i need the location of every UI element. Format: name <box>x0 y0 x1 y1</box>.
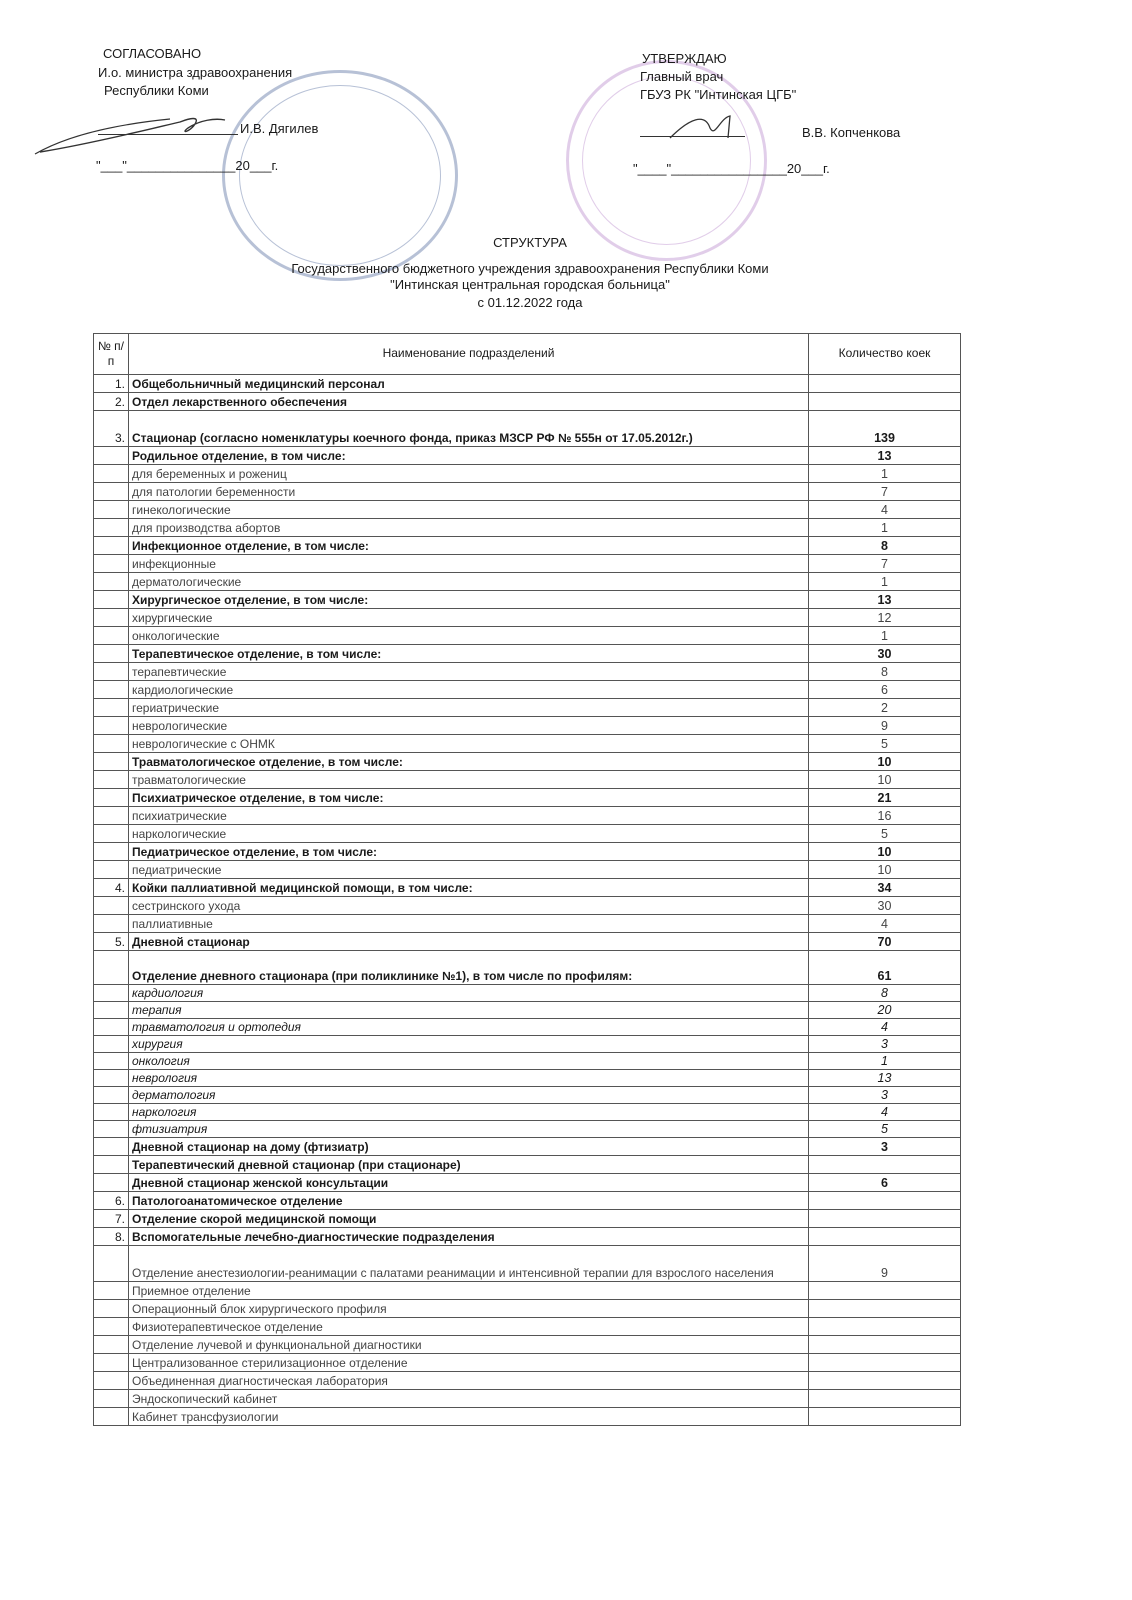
row-number <box>94 843 129 861</box>
row-number <box>94 537 129 555</box>
row-name: Травматологическое отделение, в том числе: <box>129 753 809 771</box>
approved-label: СОГЛАСОВАНО <box>103 46 202 61</box>
table-row <box>94 1053 961 1070</box>
table-row <box>94 807 961 825</box>
row-bed-count: 139 <box>809 411 961 447</box>
row-name: Эндоскопический кабинет <box>129 1390 809 1408</box>
row-bed-count: 3 <box>809 1087 961 1104</box>
row-name: сестринского ухода <box>129 897 809 915</box>
row-name: Кабинет трансфузиологии <box>129 1408 809 1426</box>
left-signature-line <box>98 134 238 135</box>
row-bed-count: 61 <box>809 951 961 985</box>
table-row <box>94 1174 961 1192</box>
row-number: 2. <box>94 393 129 411</box>
row-name: для патологии беременности <box>129 483 809 501</box>
row-bed-count: 1 <box>809 1053 961 1070</box>
table-row <box>94 951 961 985</box>
row-name: Инфекционное отделение, в том числе: <box>129 537 809 555</box>
col-name-header: Наименование подразделений <box>129 334 809 375</box>
row-name: психиатрические <box>129 807 809 825</box>
row-number <box>94 861 129 879</box>
row-bed-count: 6 <box>809 681 961 699</box>
row-number <box>94 985 129 1002</box>
row-number <box>94 591 129 609</box>
row-number <box>94 807 129 825</box>
row-bed-count: 30 <box>809 897 961 915</box>
row-number <box>94 1070 129 1087</box>
right-signature <box>660 108 780 148</box>
row-name: Общебольничный медицинский персонал <box>129 375 809 393</box>
table-row <box>94 789 961 807</box>
row-number <box>94 825 129 843</box>
row-number <box>94 1138 129 1156</box>
row-number <box>94 717 129 735</box>
row-number <box>94 645 129 663</box>
row-number <box>94 1318 129 1336</box>
row-number <box>94 681 129 699</box>
row-bed-count <box>809 1192 961 1210</box>
row-number <box>94 1156 129 1174</box>
row-name: травматологические <box>129 771 809 789</box>
row-number <box>94 1002 129 1019</box>
row-number <box>94 1300 129 1318</box>
table-row <box>94 609 961 627</box>
row-number <box>94 1282 129 1300</box>
table-row <box>94 897 961 915</box>
table-row <box>94 1318 961 1336</box>
table-row <box>94 1192 961 1210</box>
row-bed-count: 20 <box>809 1002 961 1019</box>
row-name: Дневной стационар <box>129 933 809 951</box>
approver-position: И.о. министра здравоохранения <box>98 65 293 80</box>
row-bed-count: 2 <box>809 699 961 717</box>
row-bed-count: 3 <box>809 1138 961 1156</box>
table-row <box>94 1036 961 1053</box>
row-name: паллиативные <box>129 915 809 933</box>
table-row <box>94 1121 961 1138</box>
row-bed-count <box>809 1210 961 1228</box>
row-bed-count <box>809 1318 961 1336</box>
row-number <box>94 465 129 483</box>
row-name: Родильное отделение, в том числе: <box>129 447 809 465</box>
left-date-line: "___"_______________20___г. <box>96 158 279 173</box>
approve-label: УТВЕРЖДАЮ <box>642 51 727 66</box>
row-number <box>94 1390 129 1408</box>
right-signature-line <box>640 136 745 137</box>
row-name: для производства абортов <box>129 519 809 537</box>
chief-position: Главный врач <box>640 69 724 84</box>
table-row <box>94 1336 961 1354</box>
table-row <box>94 1228 961 1246</box>
right-date-line: "____"________________20___г. <box>633 161 830 176</box>
row-name: гериатрические <box>129 699 809 717</box>
row-name: Объединенная диагностическая лаборатория <box>129 1372 809 1390</box>
row-bed-count <box>809 375 961 393</box>
row-bed-count: 13 <box>809 1070 961 1087</box>
table-row <box>94 753 961 771</box>
row-name: Централизованное стерилизационное отделение <box>129 1354 809 1372</box>
row-name: Терапевтическое отделение, в том числе: <box>129 645 809 663</box>
col-count-header: Количество коек <box>809 334 961 375</box>
row-number <box>94 753 129 771</box>
row-number <box>94 915 129 933</box>
row-bed-count: 10 <box>809 861 961 879</box>
row-bed-count: 1 <box>809 627 961 645</box>
table-row <box>94 933 961 951</box>
row-number <box>94 1372 129 1390</box>
row-name: Вспомогательные лечебно-диагностические подразделения <box>129 1228 809 1246</box>
row-name: онкологические <box>129 627 809 645</box>
row-name: Психиатрическое отделение, в том числе: <box>129 789 809 807</box>
row-name: хирургия <box>129 1036 809 1053</box>
approver-region: Республики Коми <box>104 83 209 98</box>
row-number <box>94 897 129 915</box>
table-row <box>94 1087 961 1104</box>
row-name: неврологические с ОНМК <box>129 735 809 753</box>
row-bed-count: 1 <box>809 465 961 483</box>
row-bed-count: 10 <box>809 753 961 771</box>
row-number <box>94 771 129 789</box>
left-signer-name: И.В. Дягилев <box>240 121 319 136</box>
row-name: кардиология <box>129 985 809 1002</box>
row-bed-count <box>809 1300 961 1318</box>
row-number: 3. <box>94 411 129 447</box>
table-row <box>94 447 961 465</box>
col-num-header: № п/п <box>94 334 129 375</box>
doc-title: СТРУКТУРА <box>493 235 567 250</box>
table-row <box>94 1372 961 1390</box>
table-row <box>94 879 961 897</box>
table-row <box>94 1210 961 1228</box>
row-number <box>94 1336 129 1354</box>
table-row <box>94 1246 961 1282</box>
row-number <box>94 1121 129 1138</box>
table-row <box>94 519 961 537</box>
row-name: травматология и ортопедия <box>129 1019 809 1036</box>
table-row <box>94 501 961 519</box>
row-bed-count: 4 <box>809 915 961 933</box>
row-name: Хирургическое отделение, в том числе: <box>129 591 809 609</box>
row-bed-count <box>809 1372 961 1390</box>
row-number <box>94 483 129 501</box>
row-name: Отделение скорой медицинской помощи <box>129 1210 809 1228</box>
doc-subtitle-name: "Интинская центральная городская больница" <box>390 277 670 292</box>
row-number <box>94 1354 129 1372</box>
row-number <box>94 735 129 753</box>
row-bed-count: 12 <box>809 609 961 627</box>
table-row <box>94 717 961 735</box>
row-bed-count <box>809 1408 961 1426</box>
row-number <box>94 573 129 591</box>
row-bed-count: 70 <box>809 933 961 951</box>
row-bed-count: 1 <box>809 519 961 537</box>
row-bed-count <box>809 1390 961 1408</box>
right-signer-name: В.В. Копченкова <box>802 125 901 140</box>
row-number <box>94 627 129 645</box>
row-name: фтизиатрия <box>129 1121 809 1138</box>
row-bed-count: 9 <box>809 717 961 735</box>
row-number <box>94 1019 129 1036</box>
table-row <box>94 1070 961 1087</box>
row-name: онкология <box>129 1053 809 1070</box>
row-bed-count <box>809 1228 961 1246</box>
row-bed-count <box>809 393 961 411</box>
doc-subtitle-org: Государственного бюджетного учреждения здравоохранения Республики Коми <box>291 261 769 276</box>
row-bed-count: 21 <box>809 789 961 807</box>
row-number: 7. <box>94 1210 129 1228</box>
row-name: Патологоанатомическое отделение <box>129 1192 809 1210</box>
table-row <box>94 735 961 753</box>
row-bed-count <box>809 1156 961 1174</box>
row-bed-count: 9 <box>809 1246 961 1282</box>
row-bed-count: 34 <box>809 879 961 897</box>
table-row <box>94 555 961 573</box>
row-bed-count: 5 <box>809 1121 961 1138</box>
table-row <box>94 375 961 393</box>
table-row <box>94 411 961 447</box>
row-bed-count: 10 <box>809 843 961 861</box>
table-row <box>94 591 961 609</box>
row-bed-count: 5 <box>809 735 961 753</box>
row-name: Терапевтический дневной стационар (при стационаре) <box>129 1156 809 1174</box>
row-bed-count: 7 <box>809 555 961 573</box>
row-bed-count <box>809 1336 961 1354</box>
row-name: Приемное отделение <box>129 1282 809 1300</box>
row-name: дерматологические <box>129 573 809 591</box>
row-bed-count: 4 <box>809 1019 961 1036</box>
row-name: Дневной стационар на дому (фтизиатр) <box>129 1138 809 1156</box>
table-row <box>94 1390 961 1408</box>
row-name: неврология <box>129 1070 809 1087</box>
table-row <box>94 465 961 483</box>
row-name: Койки паллиативной медицинской помощи, в том числе: <box>129 879 809 897</box>
row-bed-count: 30 <box>809 645 961 663</box>
table-row <box>94 1408 961 1426</box>
row-number <box>94 555 129 573</box>
row-number <box>94 1087 129 1104</box>
structure-table <box>93 333 961 1426</box>
table-row <box>94 681 961 699</box>
row-number: 8. <box>94 1228 129 1246</box>
table-row <box>94 915 961 933</box>
row-number <box>94 1036 129 1053</box>
row-bed-count: 3 <box>809 1036 961 1053</box>
table-row <box>94 985 961 1002</box>
table-row <box>94 1138 961 1156</box>
row-name: Операционный блок хирургического профиля <box>129 1300 809 1318</box>
row-bed-count: 4 <box>809 1104 961 1121</box>
row-number <box>94 519 129 537</box>
row-name: Отдел лекарственного обеспечения <box>129 393 809 411</box>
row-number <box>94 447 129 465</box>
table-row <box>94 627 961 645</box>
row-number <box>94 699 129 717</box>
table-row <box>94 483 961 501</box>
table-row <box>94 1282 961 1300</box>
row-bed-count: 5 <box>809 825 961 843</box>
row-name: наркологические <box>129 825 809 843</box>
table-row <box>94 825 961 843</box>
row-name: Педиатрическое отделение, в том числе: <box>129 843 809 861</box>
row-name: Дневной стационар женской консультации <box>129 1174 809 1192</box>
hospital-name: ГБУЗ РК "Интинская ЦГБ" <box>640 87 797 102</box>
row-bed-count: 13 <box>809 447 961 465</box>
row-number: 1. <box>94 375 129 393</box>
table-row <box>94 1019 961 1036</box>
row-bed-count: 8 <box>809 985 961 1002</box>
row-bed-count: 7 <box>809 483 961 501</box>
table-row <box>94 537 961 555</box>
table-row <box>94 1002 961 1019</box>
row-bed-count <box>809 1354 961 1372</box>
row-bed-count: 4 <box>809 501 961 519</box>
table-row <box>94 645 961 663</box>
row-name: Отделение дневного стационара (при поликлинике №1), в том числе по профилям: <box>129 951 809 985</box>
row-name: для беременных и рожениц <box>129 465 809 483</box>
row-number <box>94 789 129 807</box>
row-bed-count: 16 <box>809 807 961 825</box>
row-bed-count: 8 <box>809 537 961 555</box>
row-bed-count: 1 <box>809 573 961 591</box>
row-name: Физиотерапевтическое отделение <box>129 1318 809 1336</box>
row-number <box>94 609 129 627</box>
row-name: терапия <box>129 1002 809 1019</box>
row-name: гинекологические <box>129 501 809 519</box>
row-number <box>94 1408 129 1426</box>
row-number <box>94 1053 129 1070</box>
doc-date: с 01.12.2022 года <box>477 295 583 310</box>
table-row <box>94 393 961 411</box>
row-number <box>94 1246 129 1282</box>
row-name: Отделение лучевой и функциональной диагностики <box>129 1336 809 1354</box>
table-row <box>94 573 961 591</box>
row-number <box>94 663 129 681</box>
row-bed-count: 10 <box>809 771 961 789</box>
row-bed-count: 13 <box>809 591 961 609</box>
row-number: 5. <box>94 933 129 951</box>
row-number <box>94 1174 129 1192</box>
table-row <box>94 1104 961 1121</box>
table-header <box>94 334 961 375</box>
row-bed-count: 6 <box>809 1174 961 1192</box>
row-number: 6. <box>94 1192 129 1210</box>
table-row <box>94 861 961 879</box>
row-name: неврологические <box>129 717 809 735</box>
row-number: 4. <box>94 879 129 897</box>
row-name: Отделение анестезиологии-реанимации с палатами реанимации и интенсивной терапии для взрослого населения <box>129 1246 809 1282</box>
row-name: инфекционные <box>129 555 809 573</box>
row-name: педиатрические <box>129 861 809 879</box>
table-row <box>94 843 961 861</box>
table-row <box>94 1354 961 1372</box>
table-row <box>94 699 961 717</box>
table-row <box>94 1156 961 1174</box>
row-number <box>94 501 129 519</box>
row-number <box>94 1104 129 1121</box>
table-row <box>94 663 961 681</box>
table-row <box>94 1300 961 1318</box>
table-row <box>94 771 961 789</box>
row-name: наркология <box>129 1104 809 1121</box>
row-name: хирургические <box>129 609 809 627</box>
row-name: кардиологические <box>129 681 809 699</box>
row-bed-count <box>809 1282 961 1300</box>
row-bed-count: 8 <box>809 663 961 681</box>
row-name: дерматология <box>129 1087 809 1104</box>
row-name: терапевтические <box>129 663 809 681</box>
row-name: Стационар (согласно номенклатуры коечного фонда, приказ МЗСР РФ № 555н от 17.05.2012г.) <box>129 411 809 447</box>
row-number <box>94 951 129 985</box>
